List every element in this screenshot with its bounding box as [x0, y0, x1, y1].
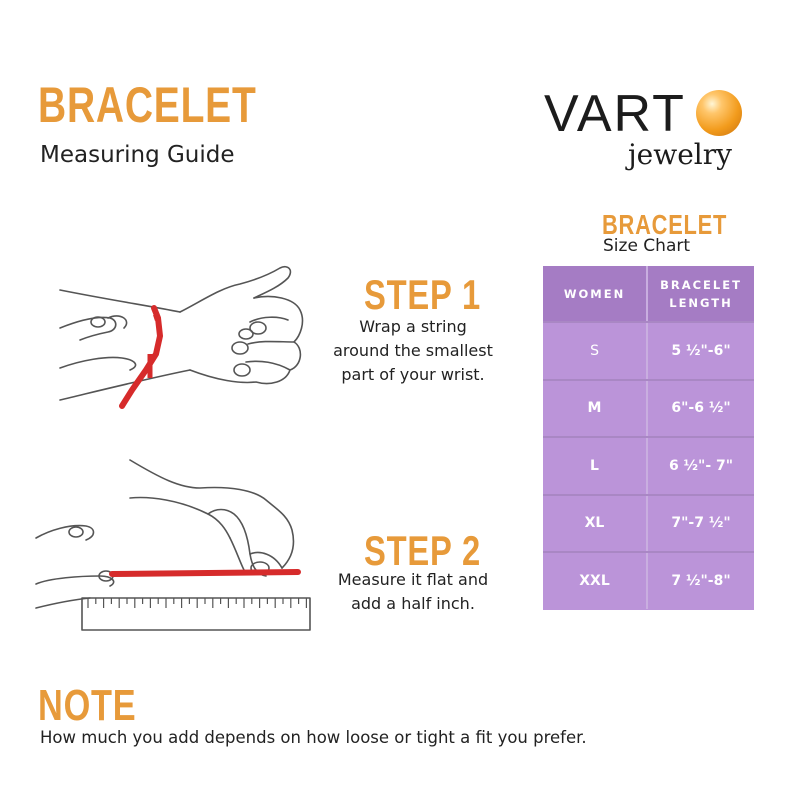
table-header — [543, 266, 754, 321]
size-cell: XL — [584, 515, 605, 532]
step1-text — [320, 315, 506, 387]
ruler-measure-illustration — [30, 458, 320, 643]
page-title: BRACELET — [38, 77, 257, 133]
step2-text — [320, 568, 506, 616]
wrist-wrap-illustration — [50, 258, 310, 428]
step1-title: STEP 1 — [364, 271, 481, 318]
table-row — [543, 321, 754, 379]
header-bracelet-length — [646, 266, 754, 321]
pearl-ball-icon — [696, 90, 742, 136]
size-chart-title: BRACELET — [602, 209, 728, 240]
step1-line: part of your wrist. — [341, 365, 485, 384]
brand-logo — [544, 84, 744, 184]
step2-title: STEP 2 — [364, 527, 481, 574]
table-row — [543, 551, 754, 609]
page-subtitle: Measuring Guide — [40, 142, 235, 168]
length-cell: 5 ½"-6" — [646, 323, 754, 379]
step1-line: around the smallest — [333, 341, 493, 360]
table-row — [543, 436, 754, 494]
length-cell: 6"-6 ½" — [646, 381, 754, 437]
size-cell: S — [590, 342, 599, 359]
size-chart-table — [543, 266, 754, 610]
size-chart-subtitle: Size Chart — [603, 236, 691, 256]
brand-tagline: jewelry — [628, 138, 732, 171]
step1-line: Wrap a string — [359, 317, 467, 336]
step2-line: Measure it flat and — [337, 570, 489, 589]
header-bracelet: BRACELET — [660, 277, 742, 292]
brand-name: VART — [544, 85, 686, 143]
size-cell: XXL — [579, 572, 610, 589]
length-cell: 6 ½"- 7" — [646, 438, 754, 494]
length-cell: 7 ½"-8" — [646, 553, 754, 609]
table-row — [543, 494, 754, 552]
header-length: LENGTH — [669, 295, 733, 310]
note-title: NOTE — [38, 681, 137, 730]
size-cell: M — [587, 400, 602, 417]
header-women: WOMEN — [563, 286, 626, 301]
size-cell: L — [590, 457, 599, 474]
length-cell: 7"-7 ½" — [646, 496, 754, 552]
step2-line: add a half inch. — [351, 594, 475, 613]
note-text: How much you add depends on how loose or tight a fit you prefer. — [40, 728, 587, 747]
table-row — [543, 379, 754, 437]
